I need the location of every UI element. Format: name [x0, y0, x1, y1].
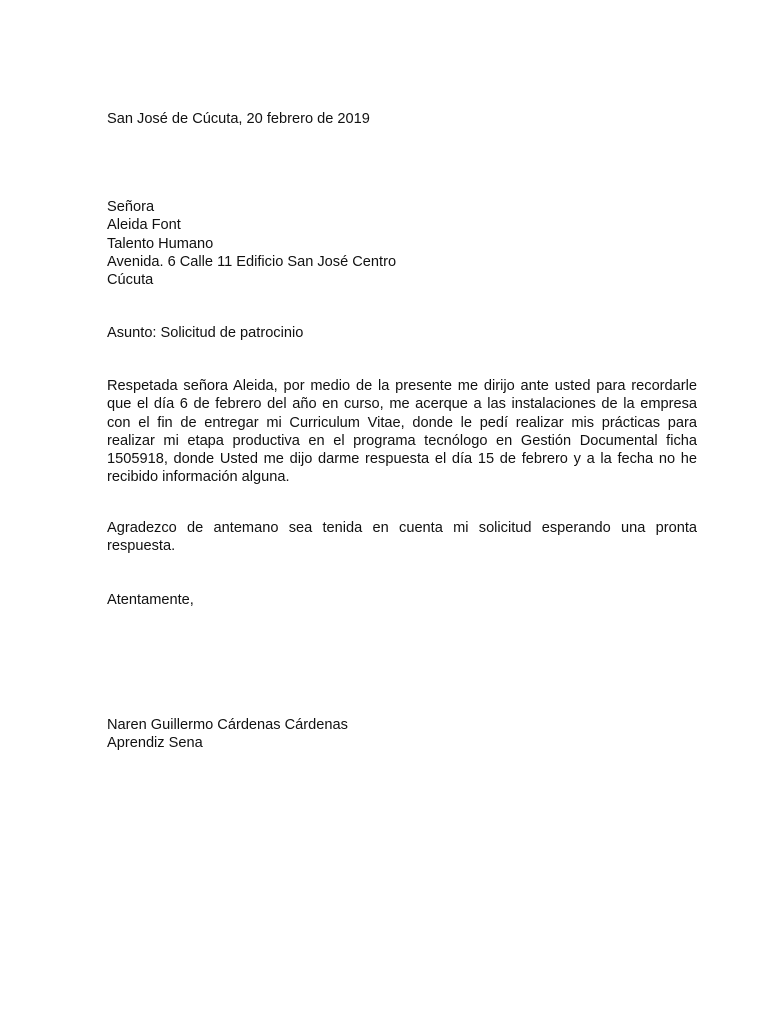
- recipient-department: Talento Humano: [107, 235, 214, 252]
- body-paragraph-text: Agradezco de antemano sea tenida en cuenta mi solicitud esperando una pronta respuesta.: [107, 520, 697, 555]
- recipient-city: Cúcuta: [107, 272, 154, 289]
- closing-text: Atentamente,: [107, 592, 194, 608]
- date-text: San José de Cúcuta, 20 febrero de 2019: [107, 111, 370, 127]
- subject-text: Asunto: Solicitud de patrocinio: [107, 325, 304, 341]
- date-line: [107, 110, 697, 128]
- recipient-block: [107, 198, 697, 289]
- signature-role: Aprendiz Sena: [107, 735, 203, 752]
- signature-block: [107, 716, 697, 753]
- subject-line: [107, 324, 697, 342]
- recipient-name: Aleida Font: [107, 217, 181, 234]
- body-paragraph-1: [107, 377, 697, 487]
- body-paragraph-text: Respetada señora Aleida, por medio de la presente me dirijo ante usted para recordarle que el día 6 de febrero del año en curso, me acerque a las instalaciones de la empresa con el fin de entregar mi Curriculum Vitae, donde le pedí realizar mis prácticas para realizar mi etapa productiva en el programa tecnólogo en Gestión Documental ficha 1505918, donde Usted me dijo darme respuesta el día 15 de febrero y a la fecha no he recibido información alguna.: [107, 378, 697, 486]
- recipient-address: Avenida. 6 Calle 11 Edificio San José Centro: [107, 253, 397, 270]
- body-paragraph-2: [107, 519, 697, 556]
- recipient-title: Señora: [107, 199, 155, 215]
- closing-line: [107, 591, 697, 609]
- signature-name: Naren Guillermo Cárdenas Cárdenas: [107, 717, 348, 733]
